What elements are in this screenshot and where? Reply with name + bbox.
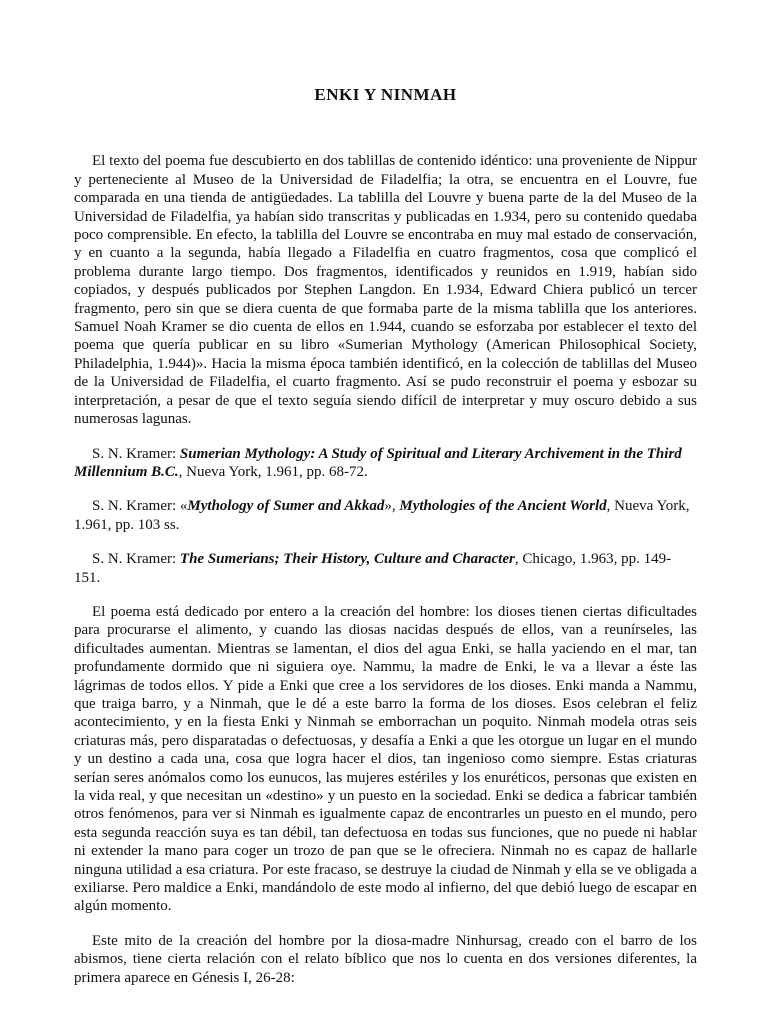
reference-title-secondary: Mythologies of the Ancient World: [399, 498, 607, 515]
reference-details: , Nueva York, 1.961, pp. 68-72.: [178, 463, 368, 480]
reference-details: , Nueva York, 1.961, pp. 103 ss.: [74, 498, 690, 533]
closing-paragraph: Este mito de la creación del hombre por la diosa-madre Ninhursag, creado con el barro de los abismos, tiene cierta relación con el relato bíblico que nos lo cuenta en dos versiones diferentes, la primera aparece en Génesis I, 26-28:: [74, 932, 697, 986]
reference-1: [74, 445, 697, 482]
reference-details: , Chicago, 1.963, pp. 149-151.: [74, 551, 672, 586]
reference-3: [74, 550, 697, 587]
page-title: ENKI Y NINMAH: [314, 85, 457, 104]
summary-paragraph: El poema está dedicado por entero a la creación del hombre: los dioses tienen ciertas dificultades para procurarse el alimento, y cuando las diosas nacidas después de ellos, van a reunírseles, las dificultades aumentan. Mientras se lamentan, el dios del agua Enki, se halla yaciendo en el mar, tan profundamente dormido que ni siguiera oye. Nammu, la madre de Enki, le va a llevar a éste las lágrimas de todos ellos. Y pide a Enki que cree a los servidores de los dioses. Enki manda a Nammu, que traiga barro, y a Ninmah, que le dé a este barro la forma de los dioses. Esos celebran el feliz acontecimiento, y en la fiesta Enki y Ninmah se emborrachan un poquito. Ninmah modela otras seis criaturas más, pero disparatadas o defectuosas, y desafía a Enki a que les otorgue un lugar en el mundo y un destino a cada una, cosa que logra hacer el dios, tan ingenioso como siempre. Estas criaturas serían seres anómalos como los eunucos, las mujeres estériles y los enuréticos, personas que existen en la vida real, y que necesitan un «destino» y un puesto en la sociedad. Enki se dedica a fabricar también otros fenómenos, para ver si Ninmah es igualmente capaz de encontrarles un puesto en el mundo, pero esta segunda reacción suya es tan débil, tan defectuosa en todas sus funciones, que no puede ni hablar ni extender la mano para coger un trozo de pan que se le ofreciera. Ninmah no es capaz de hallarle ninguna utilidad a esa criatura. Por este fracaso, se destruye la ciudad de Ninmah y ella se ve obligada a exiliarse. Pero maldice a Enki, mandándolo de este modo al infierno, del que debió luego de escapar en algún momento.: [74, 603, 697, 915]
reference-separator: »,: [384, 498, 400, 515]
intro-paragraph: El texto del poema fue descubierto en dos tablillas de contenido idéntico: una proveniente de Nippur y perteneciente al Museo de la Universidad de Filadelfia; la otra, se encuentra en el Louvre, fue comparada en una tienda de antigüedades. La tablilla del Louvre y buena parte de la del Museo de la Universidad de Filadelfia, ya habían sido transcritas y publicadas en 1.934, pero su contenido quedaba poco comprensible. En efecto, la tablilla del Louvre se encontraba en muy mal estado de conservación, y en cuanto a la segunda, había llegado a Filadelfia en cuatro fragmentos, cosa que complicó el problema durante largo tiempo. Dos fragmentos, identificados y reunidos en 1.919, habían sido copiados, y después publicados por Stephen Langdon. En 1.934, Edward Chiera publicó un tercer fragmento, pero sin que se diera cuenta de que formaba parte de la misma tablilla que los anteriores. Samuel Noah Kramer se dio cuenta de ellos en 1.944, cuando se esforzaba por establecer el texto del poema que quería publicar en su libro «Sumerian Mythology (American Philosophical Society, Philadelphia, 1.944)». Hacia la misma época también identificó, en la colección de tablillas del Museo de la Universidad de Filadelfia, el cuarto fragmento. Así se pudo reconstruir el poema y esbozar su interpretación, a pesar de que el texto seguía siendo difícil de interpretar y muy oscuro debido a sus numerosas lagunas.: [74, 153, 697, 428]
reference-title: The Sumerians; Their History, Culture and Character: [179, 551, 515, 568]
reference-author: S. N. Kramer:: [92, 551, 180, 568]
reference-author: S. N. Kramer: «: [92, 498, 188, 515]
reference-title: Mythology of Sumer and Akkad: [187, 498, 385, 515]
reference-2: [74, 497, 697, 534]
reference-author: S. N. Kramer:: [92, 445, 180, 462]
reference-title: Sumerian Mythology: A Study of Spiritual and Literary Archivement in the Third Millennium B.C.: [74, 445, 682, 480]
document-page: [74, 86, 697, 1003]
